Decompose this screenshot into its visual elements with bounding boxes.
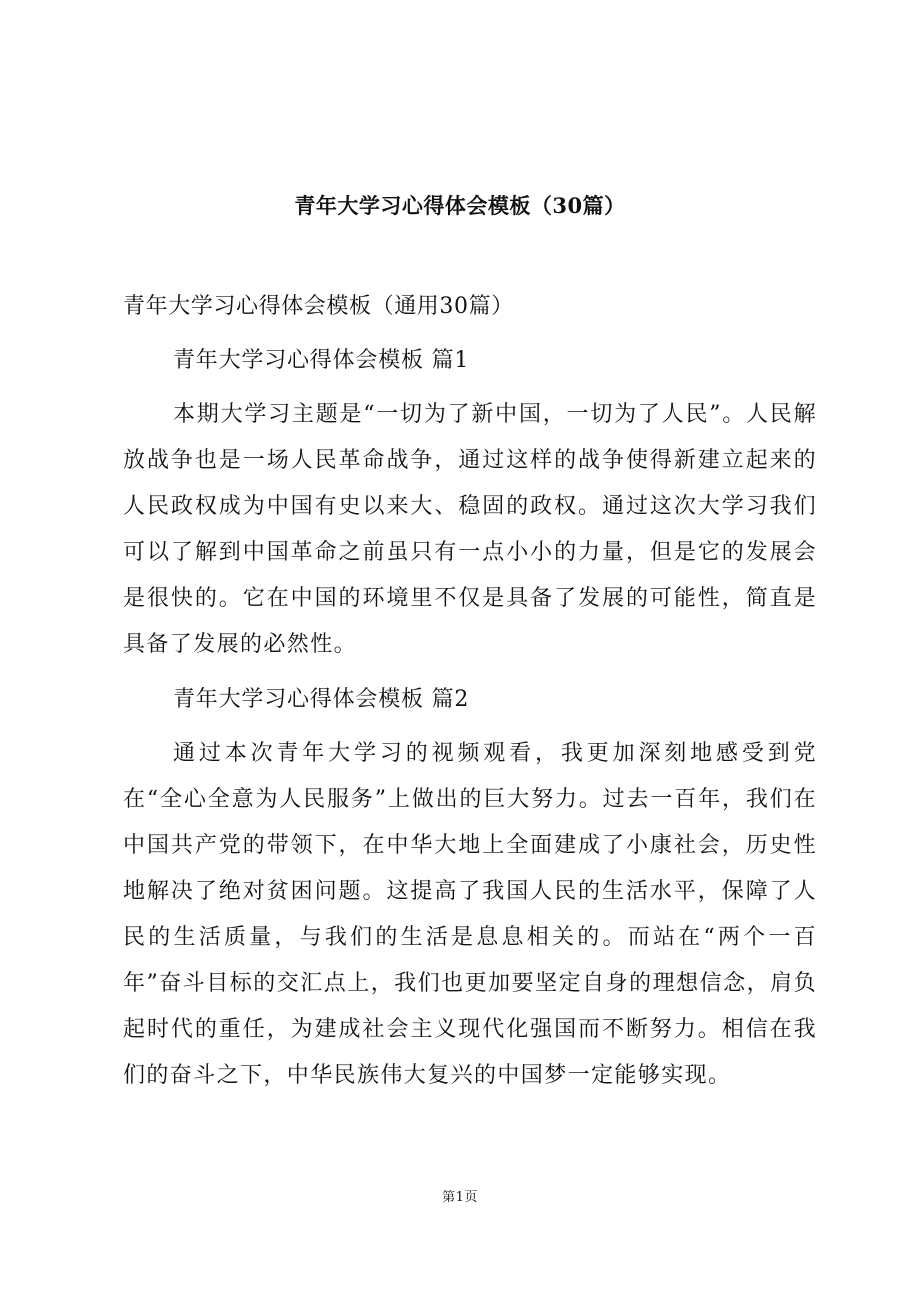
page-number: 第1页 [442,1190,478,1205]
document-body [123,284,817,1108]
section-paragraph: 本期大学习主题是“一切为了新中国，一切为了人民”。人民解放战争也是一场人民革命战争，通过这样的战争使得新建立起来的人民政权成为中国有史以来大、稳固的政权。通过这次大学习我们可以了解到中国革命之前虽只有一点小小的力量，但是它的发展会是很快的。它在中国的环境里不仅是具备了发展的可能性，简直是具备了发展的必然性。 [123,402,817,657]
section-paragraph: 通过本次青年大学习的视频观看，我更加深刻地感受到党在“全心全意为人民服务”上做出的巨大努力。过去一百年，我们在中国共产党的带领下，在中华大地上全面建成了小康社会，历史性地解决了绝对贫困问题。这提高了我国人民的生活水平，保障了人民的生活质量，与我们的生活是息息相关的。而站在“两个一百年”奋斗目标的交汇点上，我们也更加要坚定自身的理想信念，肩负起时代的重任，为建成社会主义现代化强国而不断努力。相信在我们的奋斗之下，中华民族伟大复兴的中国梦一定能够实现。 [123,741,817,1088]
document-subtitle: 青年大学习心得体会模板（通用30篇） [123,294,514,319]
document-title: 青年大学习心得体会模板（30篇） [294,193,626,218]
section-heading: 青年大学习心得体会模板 篇2 [173,687,470,712]
section-heading: 青年大学习心得体会模板 篇1 [173,348,470,373]
